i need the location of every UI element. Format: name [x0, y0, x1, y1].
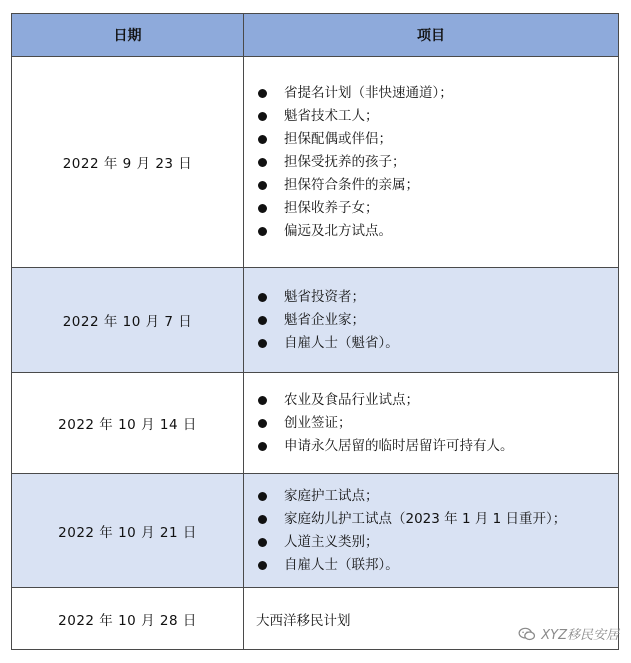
- list-item: 创业签证；: [256, 412, 614, 435]
- bullet-icon: [258, 339, 267, 348]
- item-list: [256, 286, 614, 355]
- table-row: [12, 57, 619, 268]
- items-cell: [244, 268, 619, 373]
- list-item: 自雇人士（魁省）。: [256, 332, 614, 355]
- item-list: [256, 389, 614, 458]
- bullet-icon: [258, 89, 267, 98]
- header-items: 项目: [244, 14, 619, 57]
- bullet-icon: [258, 492, 267, 501]
- item-text: 大西洋移民计划: [256, 612, 351, 629]
- date-cell: 2022 年 10 月 21 日: [12, 474, 244, 588]
- schedule-table: [11, 13, 619, 650]
- list-item: 农业及食品行业试点；: [256, 389, 614, 412]
- date-cell: 2022 年 10 月 14 日: [12, 373, 244, 474]
- bullet-icon: [258, 181, 267, 190]
- list-item: 担保受抚养的孩子；: [256, 151, 614, 174]
- list-item: 家庭护工试点；: [256, 485, 614, 508]
- date-cell: 2022 年 10 月 7 日: [12, 268, 244, 373]
- bullet-icon: [258, 316, 267, 325]
- bullet-icon: [258, 204, 267, 213]
- list-item: 申请永久居留的临时居留许可持有人。: [256, 435, 614, 458]
- list-item: 担保配偶或伴侣；: [256, 128, 614, 151]
- bullet-icon: [258, 293, 267, 302]
- list-item: 魁省技术工人；: [256, 105, 614, 128]
- list-item: 省提名计划（非快速通道）；: [256, 82, 614, 105]
- date-cell: 2022 年 10 月 28 日: [12, 588, 244, 650]
- list-item: 自雇人士（联邦）。: [256, 554, 614, 577]
- bullet-icon: [258, 538, 267, 547]
- list-item: 人道主义类别；: [256, 531, 614, 554]
- bullet-icon: [258, 158, 267, 167]
- list-item: 担保符合条件的亲属；: [256, 174, 614, 197]
- watermark-text: XYZ移民安居: [541, 628, 619, 643]
- bullet-icon: [258, 227, 267, 236]
- header-date: 日期: [12, 14, 244, 57]
- bullet-icon: [258, 561, 267, 570]
- wechat-icon: [518, 627, 536, 641]
- bullet-icon: [258, 515, 267, 524]
- table-row: [12, 474, 619, 588]
- bullet-icon: [258, 442, 267, 451]
- items-cell: [244, 373, 619, 474]
- table-row: [12, 268, 619, 373]
- items-cell: [244, 57, 619, 268]
- table-header-row: [12, 14, 619, 57]
- list-item: 担保收养子女；: [256, 197, 614, 220]
- bullet-icon: [258, 135, 267, 144]
- bullet-icon: [258, 419, 267, 428]
- table-row: [12, 373, 619, 474]
- items-cell: [244, 474, 619, 588]
- item-list: [256, 485, 614, 577]
- item-list: [256, 82, 614, 243]
- bullet-icon: [258, 112, 267, 121]
- bullet-icon: [258, 396, 267, 405]
- list-item: 魁省投资者；: [256, 286, 614, 309]
- date-cell: 2022 年 9 月 23 日: [12, 57, 244, 268]
- list-item: 家庭幼儿护工试点（2023 年 1 月 1 日重开）；: [256, 508, 614, 531]
- list-item: 偏远及北方试点。: [256, 220, 614, 243]
- watermark: [518, 624, 619, 643]
- list-item: 魁省企业家；: [256, 309, 614, 332]
